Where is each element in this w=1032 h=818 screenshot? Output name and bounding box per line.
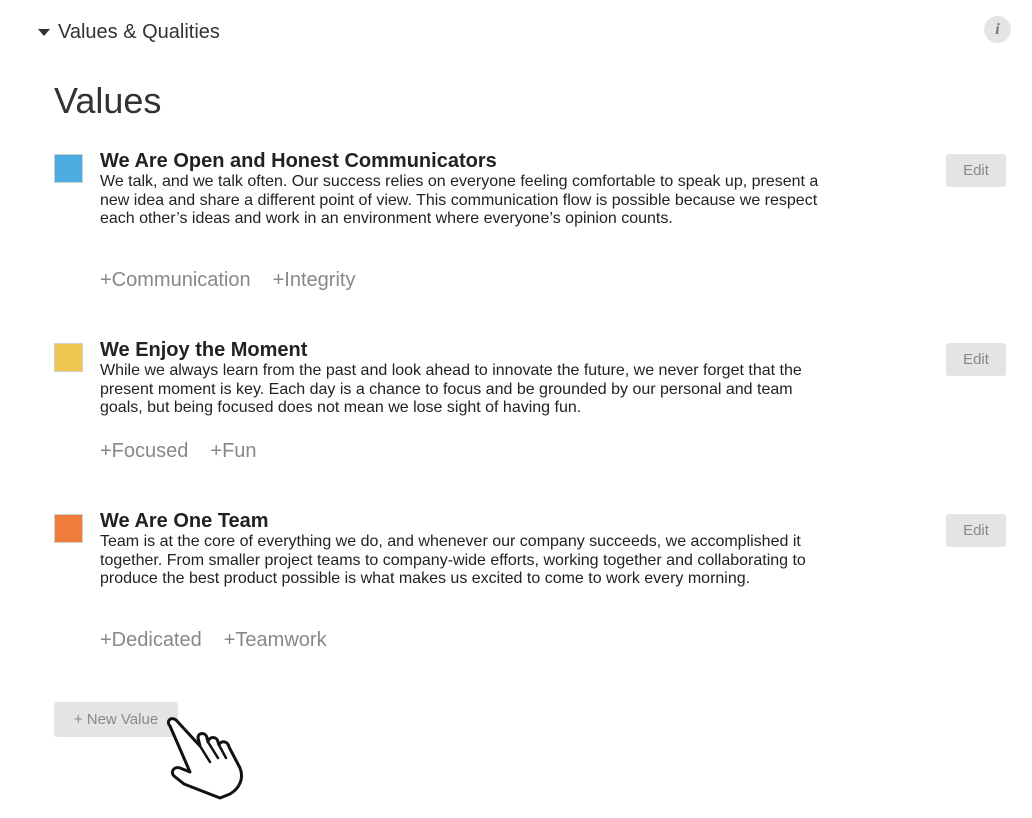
tag[interactable]: +Teamwork [223,629,327,651]
value-tags [100,440,279,463]
info-icon[interactable]: i [984,16,1011,43]
value-title: We Are One Team [100,510,269,532]
value-title: We Enjoy the Moment [100,339,308,361]
value-item [54,510,1008,664]
value-color-swatch [54,343,83,372]
tag[interactable]: +Fun [210,440,257,462]
value-item [54,150,1008,304]
tag[interactable]: +Communication [100,269,251,291]
value-description: We talk, and we talk often. Our success relies on everyone feeling comfortable to speak up, present a new idea and share a different point of view. This communication flow is possible because we respect each other’s ideas and work in an environment where everyone’s opinion counts. [100,173,819,227]
value-description: Team is at the core of everything we do, and whenever our company succeeds, we accomplished it together. From smaller project teams to company-wide efforts, working together and collaborating to produce the best product possible is what makes us excited to come to work every morning. [100,533,806,587]
hand-pointer-icon [160,716,250,800]
value-title: We Are Open and Honest Communicators [100,150,497,172]
value-description: While we always learn from the past and look ahead to innovate the future, we never forget that the present moment is key. Each day is a chance to focus and be grounded by our personal and team goals, but being focused does not mean we lose sight of having fun. [100,362,802,416]
edit-button[interactable]: Edit [946,154,1006,187]
new-value-button[interactable]: + New Value [54,702,178,737]
tag[interactable]: +Dedicated [100,629,202,651]
section-toggle[interactable] [38,21,220,44]
edit-button[interactable]: Edit [946,514,1006,547]
value-color-swatch [54,514,83,543]
value-item [54,339,1008,493]
caret-down-icon [38,29,50,36]
tag[interactable]: +Integrity [272,269,356,291]
value-color-swatch [54,154,83,183]
value-tags [100,269,377,292]
section-label: Values & Qualities [58,21,220,43]
edit-button[interactable]: Edit [946,343,1006,376]
tag[interactable]: +Focused [100,440,189,462]
page-title: Values [54,80,162,121]
value-tags [100,629,349,652]
